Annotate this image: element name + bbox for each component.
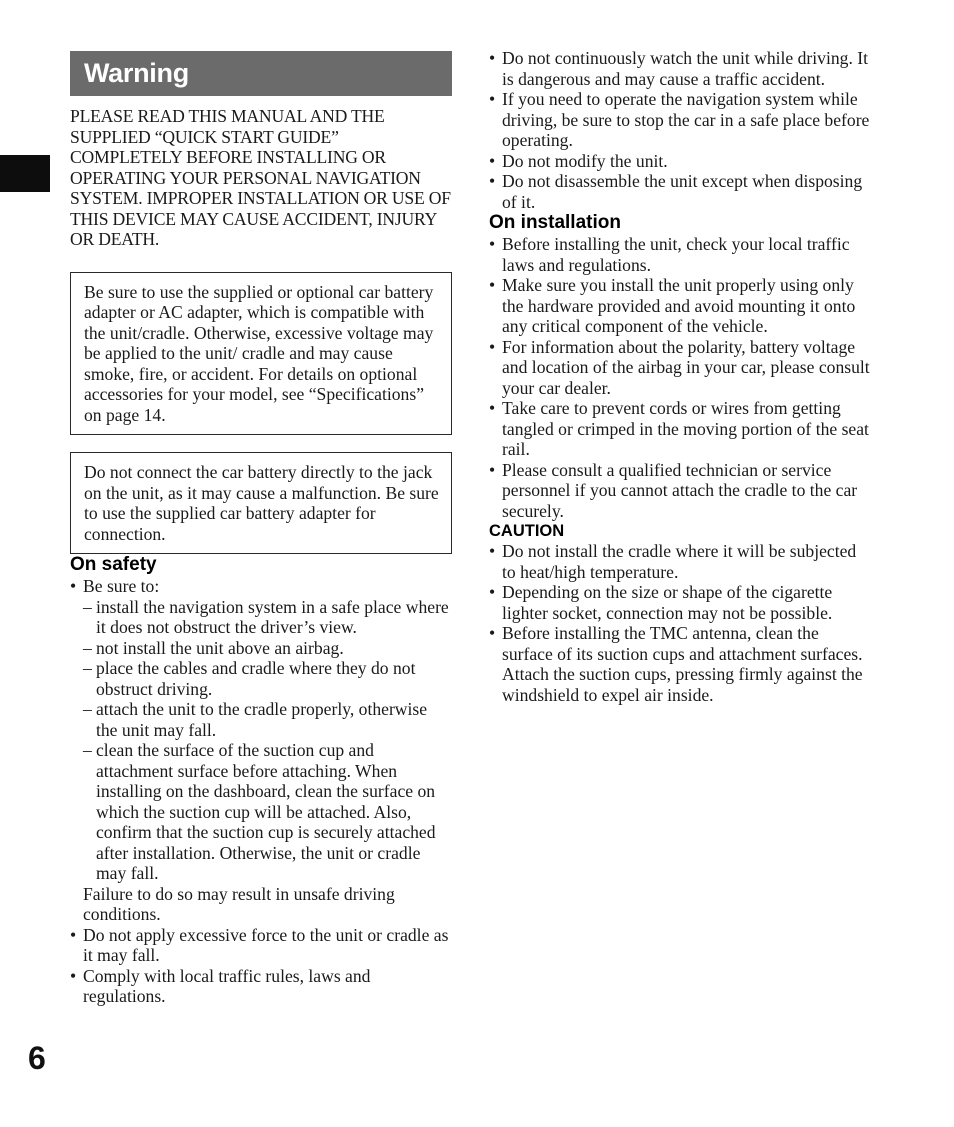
list-item: • Make sure you install the unit properly using only the hardware provided and avoid mounting it onto any critical component of the vehicle. (489, 275, 871, 337)
list-item: • Do not disassemble the unit except when disposing of it. (489, 171, 871, 212)
list-item: • Before installing the unit, check your local traffic laws and regulations. (489, 234, 871, 275)
chapter-side-tab (0, 155, 50, 192)
warning-title-bar: Warning (70, 51, 452, 96)
safety-list-continued (489, 48, 871, 212)
installation-heading: On installation (489, 212, 621, 233)
be-sure-label: Be sure to: (83, 576, 160, 596)
right-column (489, 48, 871, 705)
sub-list-item: – attach the unit to the cradle properly, otherwise the unit may fall. (83, 699, 452, 740)
sub-list-item: – place the cables and cradle where they do not obstruct driving. (83, 658, 452, 699)
sub-list-item: – clean the surface of the suction cup and attachment surface before attaching. When installing on the dashboard, clean the surface on which the suction cup will be attached. Also, confirm that the suction cup is securely attached after installation. Otherwise, the unit or cradle may fall. (83, 740, 452, 884)
warning-intro: PLEASE READ THIS MANUAL AND THE SUPPLIED “QUICK START GUIDE” COMPLETELY BEFORE INSTALLING OR OPERATING YOUR PERSONAL NAVIGATION SYSTEM. IMPROPER INSTALLATION OR USE OF THIS DEVICE MAY CAUSE ACCIDENT, INJURY OR DEATH. (70, 106, 451, 249)
sub-list-item: – not install the unit above an airbag. (83, 638, 452, 659)
list-item: • Do not modify the unit. (489, 151, 871, 172)
list-item: • If you need to operate the navigation system while driving, be sure to stop the car in a safe place before operating. (489, 89, 871, 151)
be-sure-sublist (70, 597, 452, 884)
installation-list (489, 234, 871, 521)
list-item: • Take care to prevent cords or wires from getting tangled or crimped in the moving portion of the seat rail. (489, 398, 871, 460)
safety-heading: On safety (70, 554, 157, 575)
list-item: • Comply with local traffic rules, laws and regulations. (70, 966, 452, 1007)
list-item (70, 576, 452, 925)
list-item: • Do not continuously watch the unit while driving. It is dangerous and may cause a traffic accident. (489, 48, 871, 89)
list-item: • Do not install the cradle where it will be subjected to heat/high temperature. (489, 541, 871, 582)
left-column (70, 51, 452, 1007)
list-item: • Do not apply excessive force to the unit or cradle as it may fall. (70, 925, 452, 966)
list-item: • Depending on the size or shape of the cigarette lighter socket, connection may not be possible. (489, 582, 871, 623)
caution-heading: CAUTION (489, 522, 565, 540)
list-item: • Before installing the TMC antenna, clean the surface of its suction cups and attachment surfaces. Attach the suction cups, pressing firmly against the windshield to expel air inside. (489, 623, 871, 705)
failure-note: Failure to do so may result in unsafe driving conditions. (83, 883, 395, 924)
list-item: • For information about the polarity, battery voltage and location of the airbag in your car, please consult your car dealer. (489, 337, 871, 399)
page-number: 6 (28, 1040, 46, 1076)
sub-list-item: – install the navigation system in a safe place where it does not obstruct the driver’s view. (83, 597, 452, 638)
caution-list (489, 541, 871, 705)
list-item: • Please consult a qualified technician or service personnel if you cannot attach the cradle to the car securely. (489, 460, 871, 522)
safety-list (70, 576, 452, 1007)
adapter-notice-box: Be sure to use the supplied or optional car battery adapter or AC adapter, which is compatible with the unit/cradle. Otherwise, excessive voltage may be applied to the unit/ cradle and may cause smoke, fire, or accident. For details on optional accessories for your model, see “Specifications” on page 14. (70, 272, 452, 436)
battery-notice-box: Do not connect the car battery directly to the jack on the unit, as it may cause a malfunction. Be sure to use the supplied car battery adapter for connection. (70, 452, 452, 554)
